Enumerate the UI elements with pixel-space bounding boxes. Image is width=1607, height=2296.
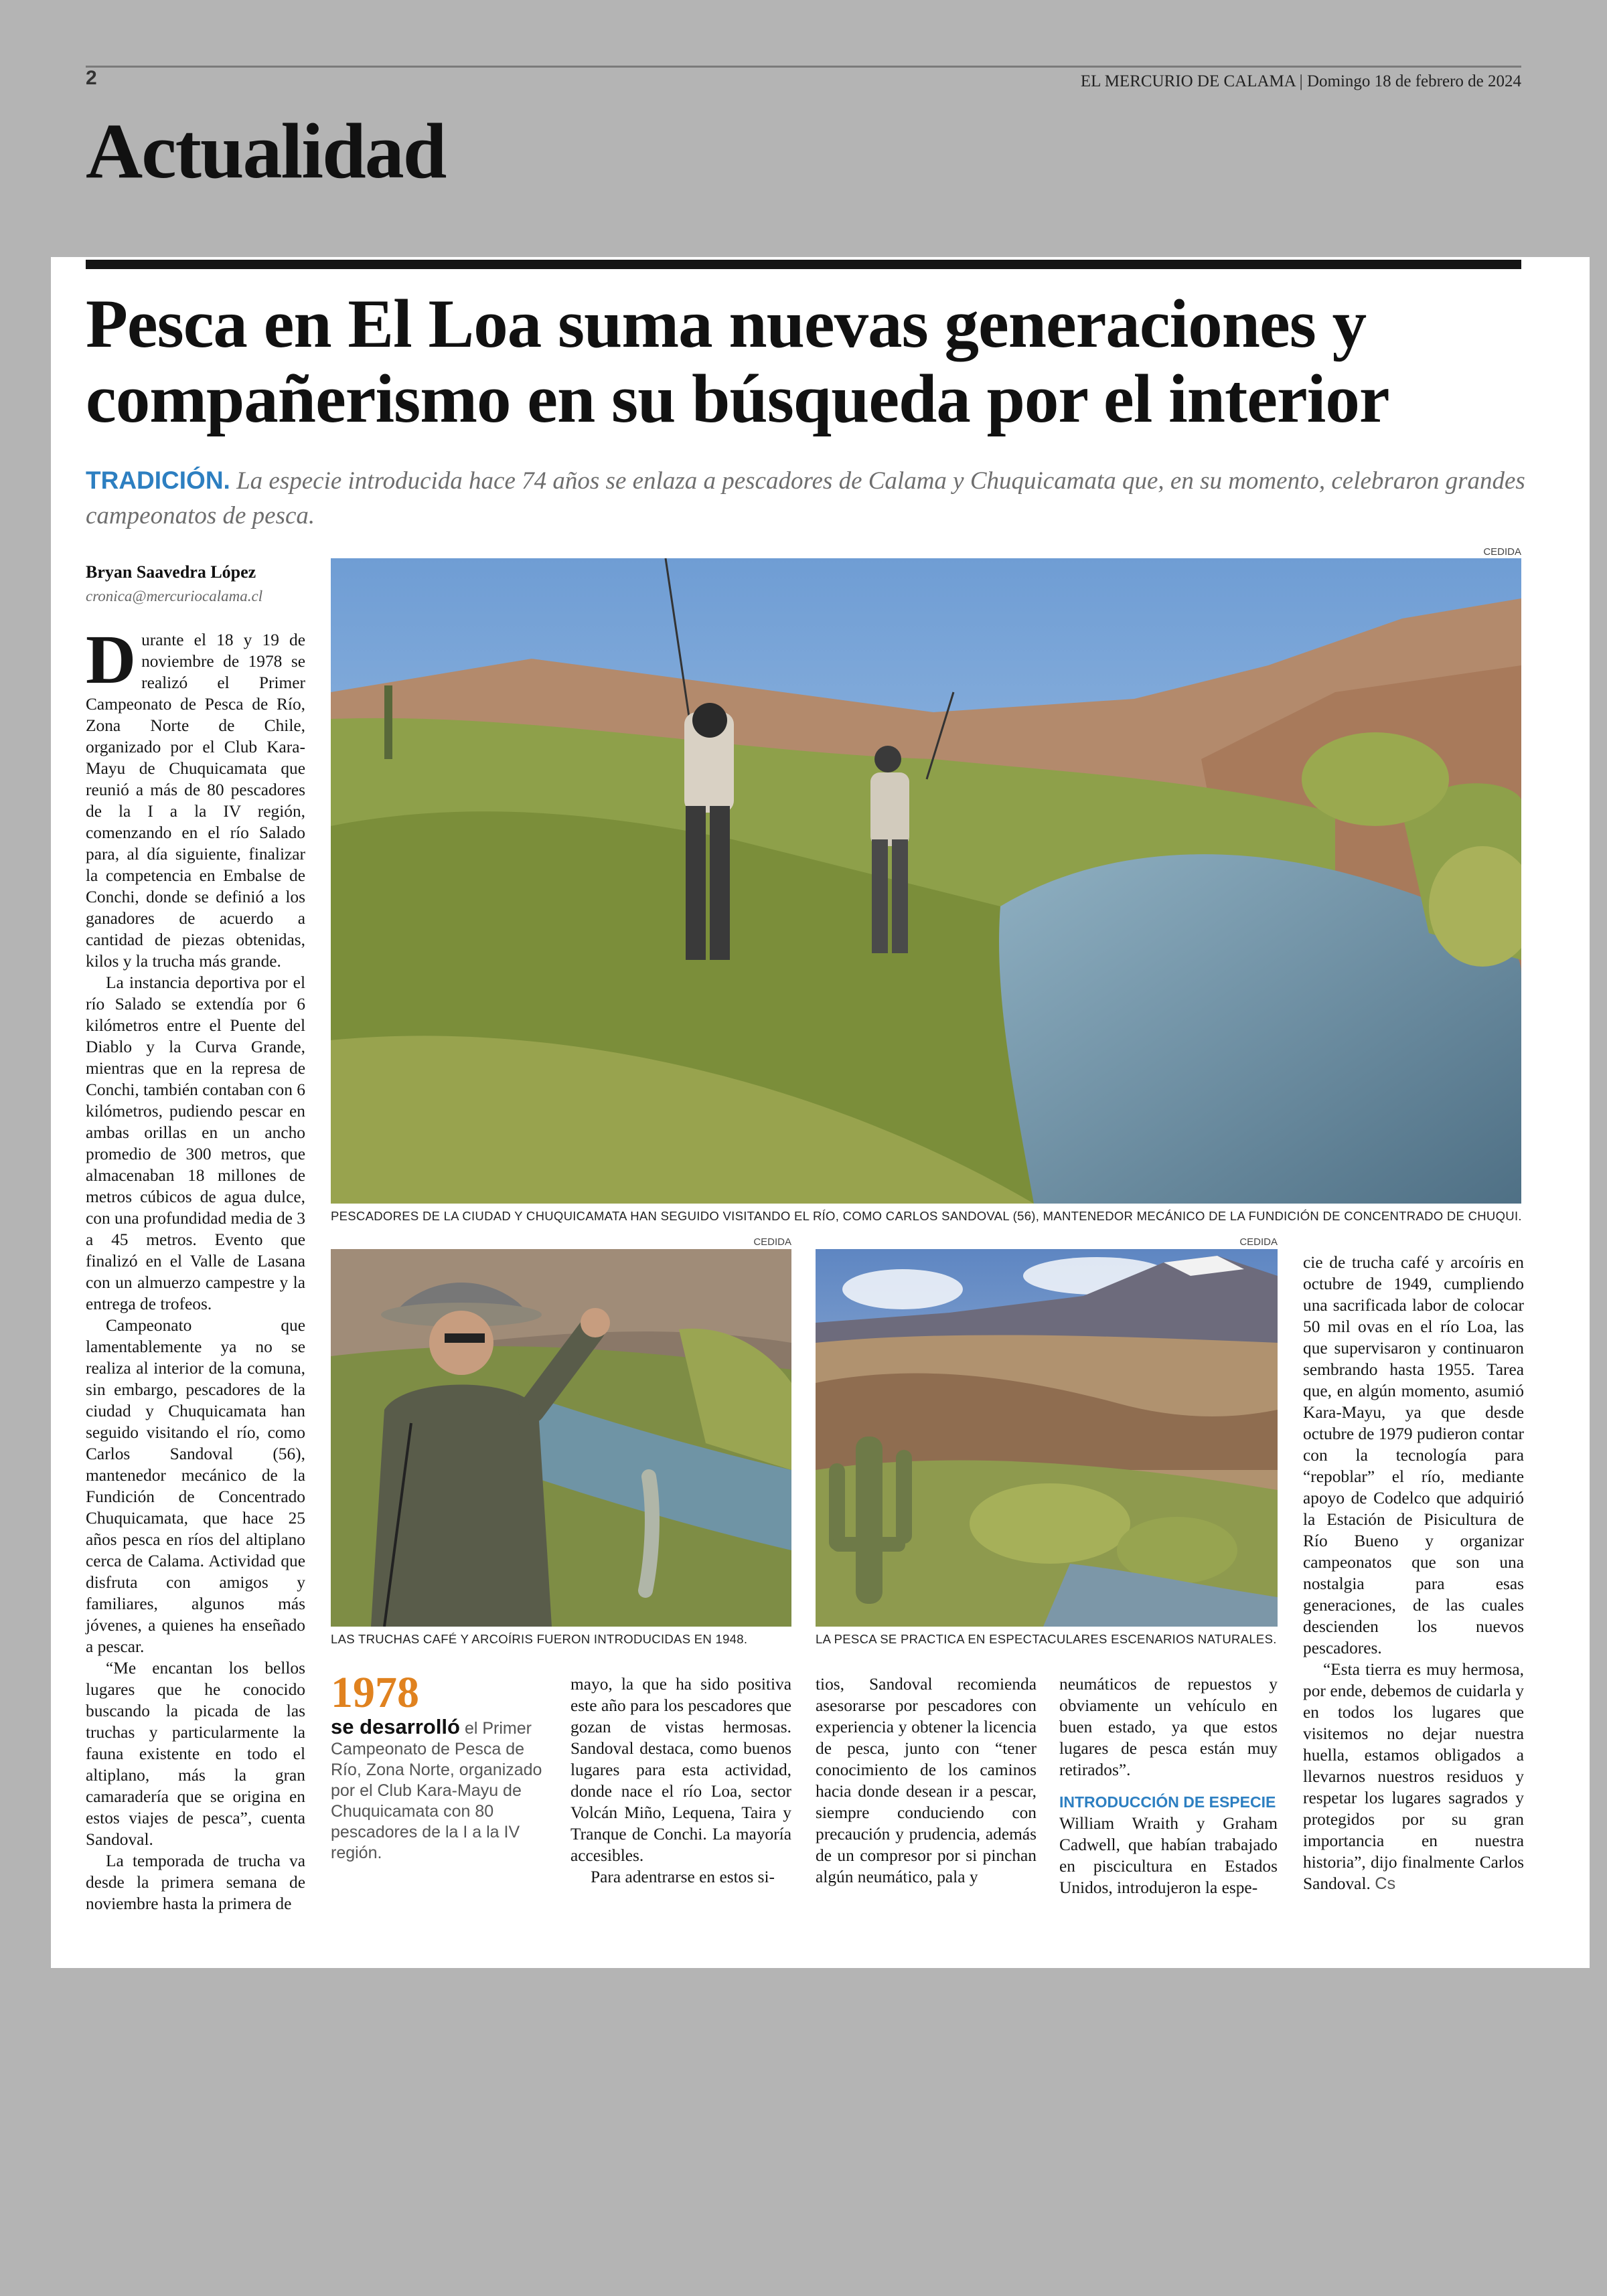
section-title: Actualidad bbox=[86, 107, 446, 195]
factbox-lead: se desarrolló bbox=[331, 1715, 460, 1738]
paragraph: cie de trucha café y arcoíris en octubre de 1949, cumpliendo una sacrificada labor de colocar 50 mil ovas en el río Loa, las que supervisaron y continuaron sembrando hasta 1955. Tarea que, en algún momento, asumió Kara-Mayu, ya que desde octubre de 1979 pudieron contar con la tecnología para “repoblar” el río, mediante apoyo de Codelco que adquirió la Estación de Pisicultura de Río Bueno y organizar campeonatos que son una nostalgia para esas generaciones, de las cuales descienden los nuevos pescadores. bbox=[1303, 1253, 1524, 1657]
paragraph: William Wraith y Graham Cadwell, que habían trabajado en piscicultura en Estados Unidos, introdujeron la espe- bbox=[1059, 1814, 1278, 1897]
article-top-bar bbox=[86, 260, 1521, 269]
header-rule bbox=[86, 66, 1521, 68]
landscape-photo bbox=[816, 1249, 1278, 1627]
author-byline: Bryan Saavedra López bbox=[86, 562, 256, 582]
kicker: TRADICIÓN. bbox=[86, 467, 230, 494]
paragraph: “Esta tierra es muy hermosa, por ende, debemos de cuidarla y en todos los lugares que visitemos no dejar nuestra huella, estamos obligados a llevarnos nuestros residuos y respetar los lugares sagrados y protegidos por su gran importancia en nuestra historia”, dijo finalmente Carlos Sandoval. Cs bbox=[1303, 1660, 1524, 1893]
article-column-3 bbox=[816, 1673, 1037, 1888]
subhead: INTRODUCCIÓN DE ESPECIE bbox=[1059, 1793, 1276, 1811]
article-column-4 bbox=[1059, 1673, 1278, 1898]
publication-dateline: EL MERCURIO DE CALAMA | Domingo 18 de febrero de 2024 bbox=[1080, 72, 1521, 90]
page-number: 2 bbox=[86, 67, 97, 89]
paragraph: “Me encantan los bellos lugares que he conocido buscando la picada de las truchas y particularmente la fauna existente en todo el altiplano, más la gran camaradería que se origina en estos viajes de pesca”, cuenta Sandoval. bbox=[86, 1659, 305, 1849]
photo-caption-third: LA PESCA SE PRACTICA EN ESPECTACULARES ESCENARIOS NATURALES. bbox=[816, 1632, 1277, 1646]
article-column-1 bbox=[86, 621, 305, 1914]
paragraph: La temporada de trucha va desde la primera semana de noviembre hasta la primera de bbox=[86, 1852, 305, 1913]
dek bbox=[86, 463, 1525, 534]
factbox-text: se desarrolló el Primer Campeonato de Pesca de Río, Zona Norte, organizado por el Club Kara-Mayu de Chuquicamata con 80 pescadores de la I a la IV región. bbox=[331, 1715, 542, 1862]
photo-credit-third: CEDIDA bbox=[1239, 1236, 1278, 1248]
paragraph: mayo, la que ha sido positiva este año para los pescadores que gozan de vistas hermosas. Sandoval destaca, como buenos lugares para esta actividad, donde nace el río Loa, sector Volcán Miño, Lequena, Taira y Tranque de Conchi. La mayoría accesibles. bbox=[570, 1675, 791, 1865]
author-email: cronica@mercuriocalama.cl bbox=[86, 588, 263, 604]
photo-credit-second: CEDIDA bbox=[753, 1236, 791, 1248]
paragraph: neumáticos de repuestos y obviamente un vehículo en buen estado, ya que estos lugares de pesca están muy retirados”. bbox=[1059, 1675, 1278, 1779]
article-column-2 bbox=[570, 1673, 791, 1888]
factbox-number: 1978 bbox=[331, 1668, 419, 1717]
photo-caption-main: PESCADORES DE LA CIUDAD Y CHUQUICAMATA HAN SEGUIDO VISITANDO EL RÍO, COMO CARLOS SANDOVAL (56), MANTENEDOR MECÁNICO DE LA FUNDICIÓN DE CONCENTRADO DE CHUQUI. bbox=[331, 1209, 1522, 1223]
article-column-5 bbox=[1303, 1252, 1524, 1894]
paragraph: Campeonato que lamentablemente ya no se realiza al interior de la comuna, sin embargo, pescadores de la ciudad y Chuquicamata han seguido visitando el río, como Carlos Sandoval (56), mantenedor mecánico de la Fundición de Concentrado Chuquicamata, que hace 25 años pesca en ríos del altiplano cerca de Calama. Actividad que disfruta con amigos y familiares, algunos más jóvenes, a quienes ha enseñado a pescar. bbox=[86, 1316, 305, 1656]
paragraph: La instancia deportiva por el río Salado se extendía por 6 kilómetros entre el Puente del Diablo y la Curva Grande, mientras que en la represa de Conchi, también contaban con 6 kilómetros, pudiendo pescar en ambas orillas en un ancho promedio de 300 metros, que almacenaban 18 millones de metros cúbicos de agua dulce, con una profundidad media de 3 a 45 metros. Evento que finalizó en el Valle de Lasana con un almuerzo campestre y la entrega de trofeos. bbox=[86, 973, 305, 1313]
factbox bbox=[331, 1669, 542, 1864]
photo-caption-second: LAS TRUCHAS CAFÉ Y ARCOÍRIS FUERON INTRODUCIDAS EN 1948. bbox=[331, 1632, 748, 1646]
trout-photo bbox=[331, 1249, 791, 1627]
dropcap: D bbox=[86, 621, 137, 698]
dek-text: La especie introducida hace 74 años se enlaza a pescadores de Calama y Chuquicamata que, en su momento, celebraron grandes campeonatos de pesca. bbox=[86, 467, 1525, 529]
headline: Pesca en El Loa suma nuevas generaciones y compañerismo en su búsqueda por el interior bbox=[86, 286, 1389, 437]
photo-credit-main: CEDIDA bbox=[1483, 546, 1521, 558]
paragraph: Para adentrarse en estos si- bbox=[591, 1868, 775, 1886]
main-photo bbox=[331, 558, 1521, 1204]
paragraph: Durante el 18 y 19 de noviembre de 1978 se realizó el Primer Campeonato de Pesca de Río, Zona Norte de Chile, organizado por el Club Kara-Mayu de Chuquicamata que reunió a más de 80 pescadores de la I a la IV región, comenzando en el río Salado para, al día siguiente, finalizar la competencia en Embalse de Conchi, donde se definió a los ganadores de acuerdo a cantidad de piezas obtenidas, kilos y la trucha más grande. bbox=[86, 621, 305, 971]
end-mark: Cs bbox=[1375, 1874, 1396, 1893]
paragraph: tios, Sandoval recomienda asesorarse por pescadores con experiencia y obtener la licencia de pesca, junto con “tener conocimiento de los caminos hacia donde desean ir a pescar, siempre conduciendo con precaución y prudencia, además de un compresor por si pinchan algún neumático, pala y bbox=[816, 1675, 1037, 1886]
